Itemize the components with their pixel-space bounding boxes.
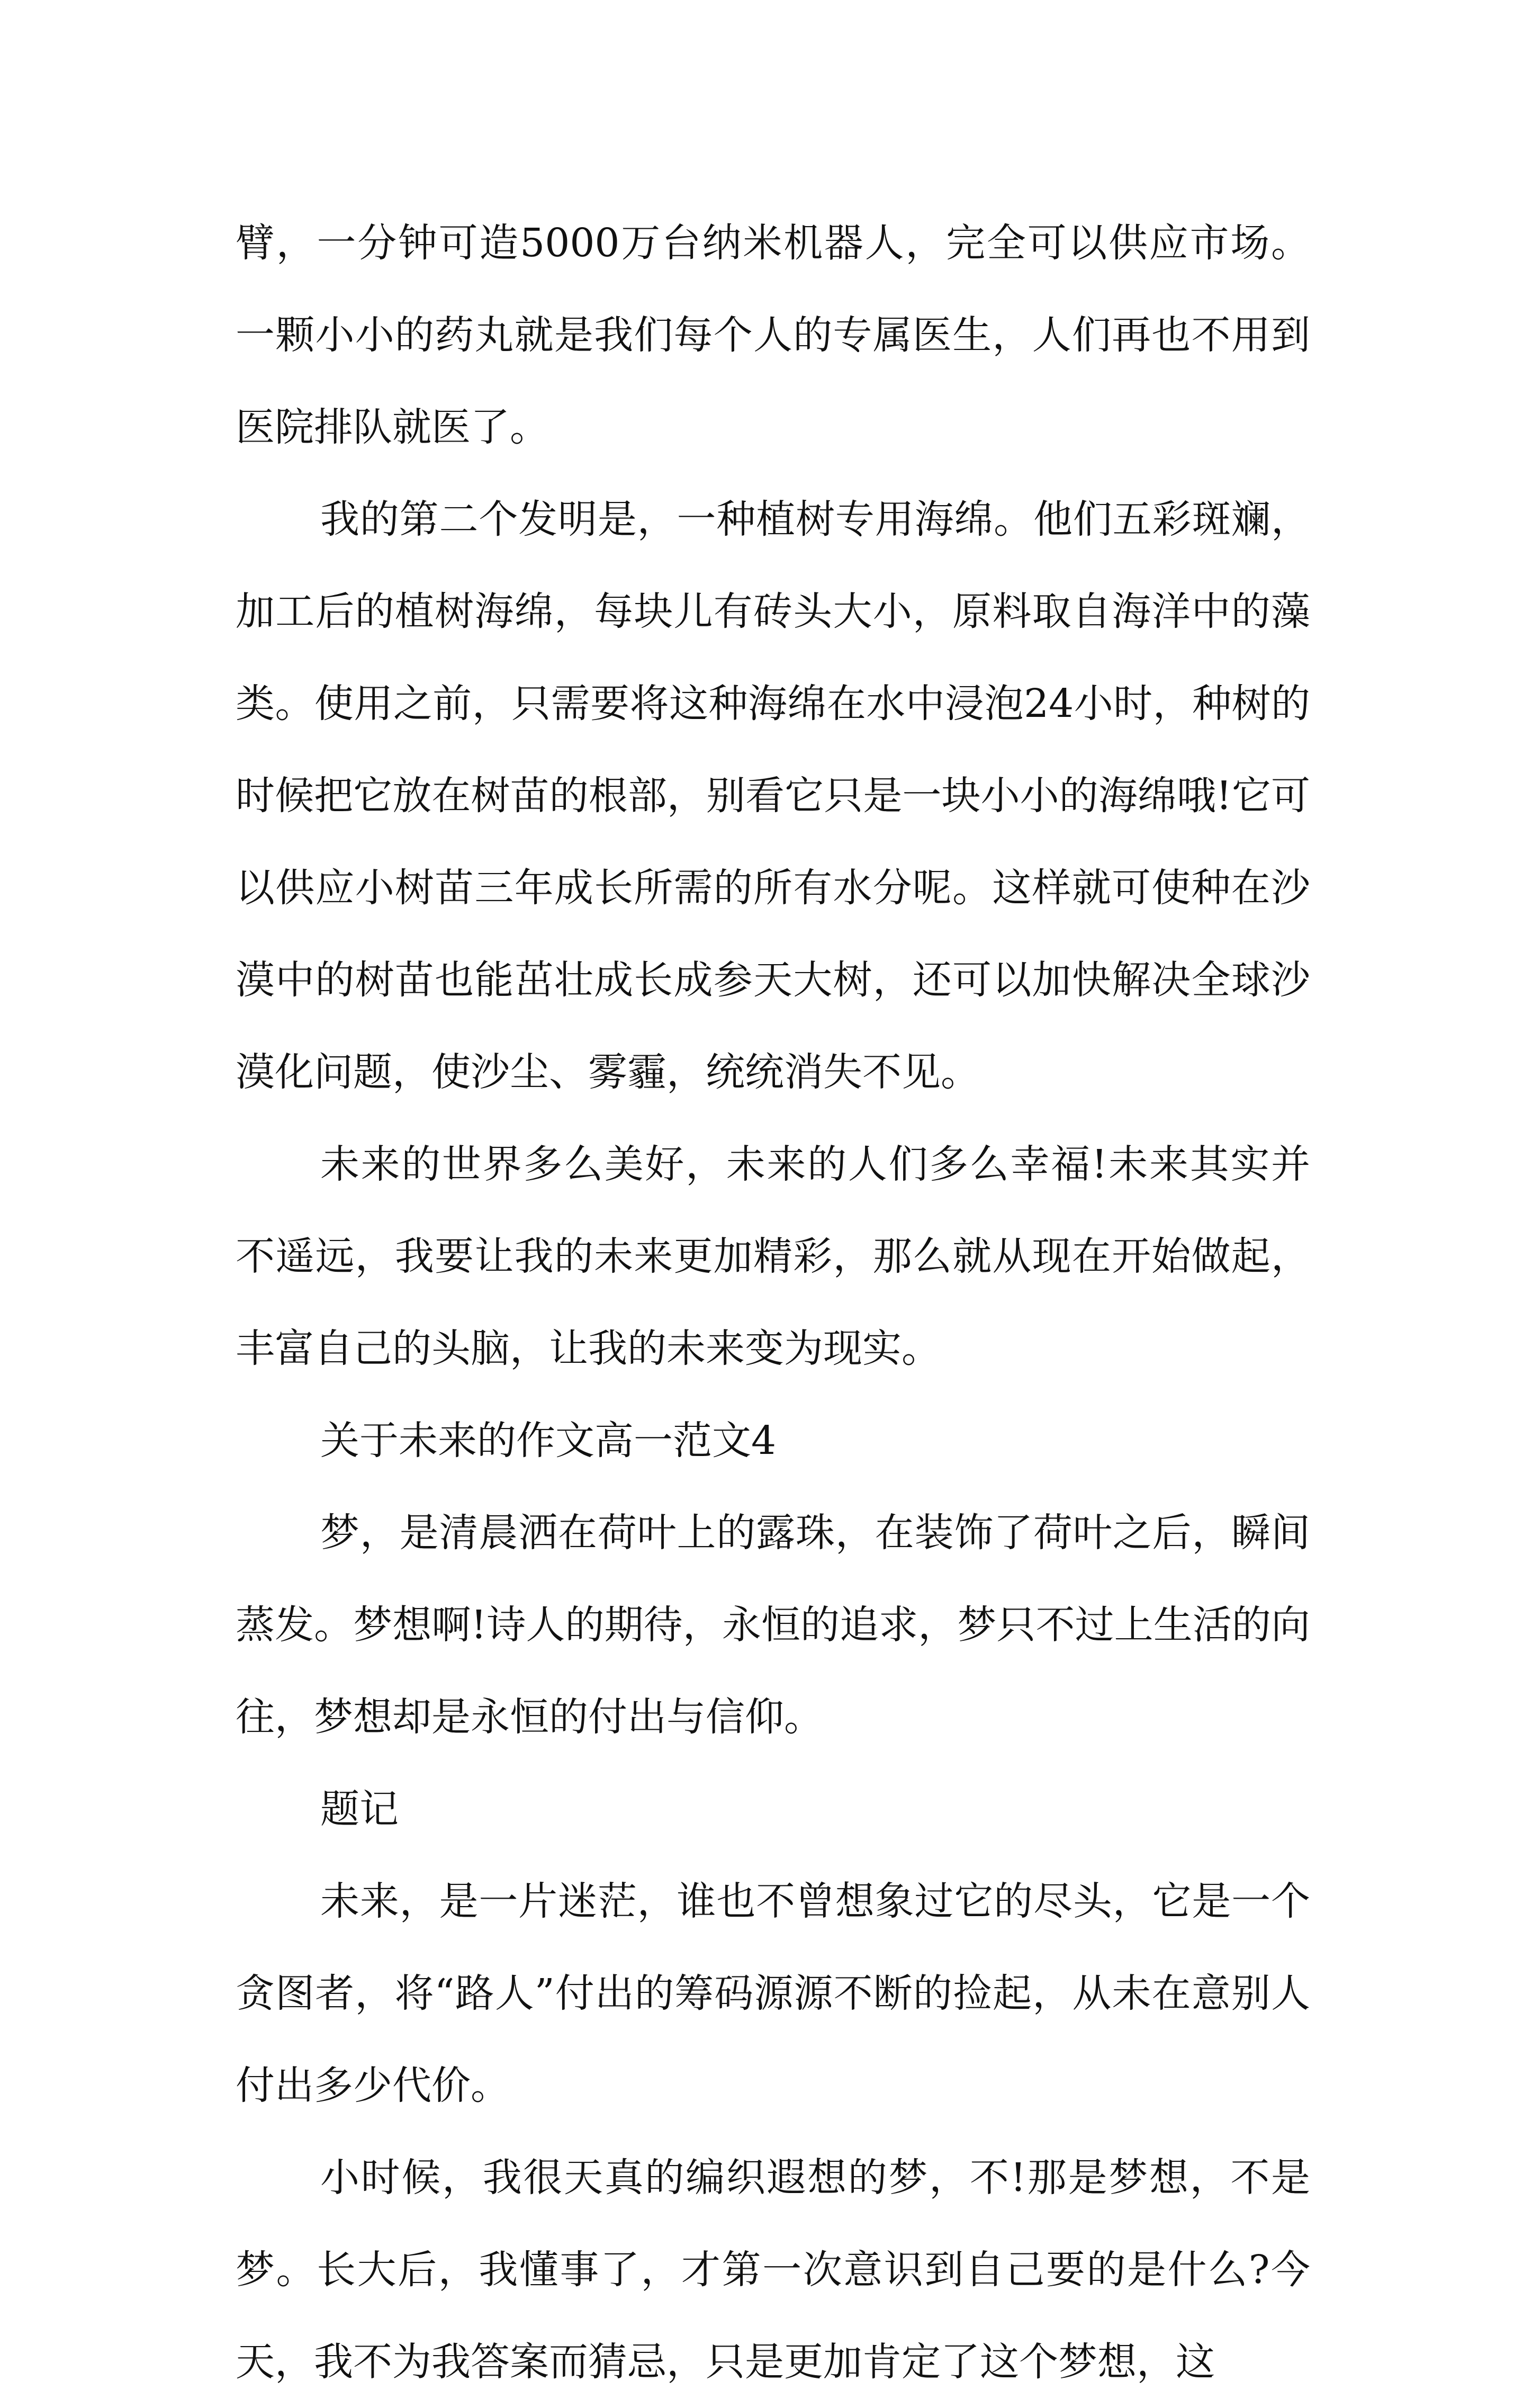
document-body (236, 197, 1310, 2408)
paragraph-dream: 梦，是清晨洒在荷叶上的露珠，在装饰了荷叶之后，瞬间蒸发。梦想啊!诗人的期待，永恒的追求，梦只不过上生活的向往，梦想却是永恒的付出与信仰。 (236, 1510, 1310, 1740)
paragraph-continuation: 臂，一分钟可造5000万台纳米机器人，完全可以供应市场。一颗小小的药丸就是我们每个人的专属医生，人们再也不用到医院排队就医了。 (236, 220, 1310, 450)
paragraph-future-mist: 未来，是一片迷茫，谁也不曾想象过它的尽头，它是一个贪图者，将“路人”付出的筹码源源不断的捡起，从未在意别人付出多少代价。 (236, 1879, 1310, 2108)
paragraph-childhood: 小时候，我很天真的编织遐想的梦，不!那是梦想，不是梦。长大后，我懂事了，才第一次意识到自己要的是什么?今天，我不为我答案而猜忌，只是更加肯定了这个梦想，这 (236, 2155, 1310, 2385)
epigraph-label: 题记 (320, 1786, 399, 1832)
section-heading: 关于未来的作文高一范文4 (320, 1418, 777, 1463)
paragraph-second-invention: 我的第二个发明是，一种植树专用海绵。他们五彩斑斓，加工后的植树海绵，每块儿有砖头大小，原料取自海洋中的藻类。使用之前，只需要将这种海绵在水中浸泡24小时，种树的时候把它放在树苗的根部，别看它只是一块小小的海绵哦!它可以供应小树苗三年成长所需的所有水分呢。这样就可使种在沙漠中的树苗也能茁壮成长成参天大树，还可以加快解决全球沙漠化问题，使沙尘、雾霾，统统消失不见。 (236, 497, 1310, 1095)
paragraph-future-world: 未来的世界多么美好，未来的人们多么幸福!未来其实并不遥远，我要让我的未来更加精彩，那么就从现在开始做起，丰富自己的头脑，让我的未来变为现实。 (236, 1142, 1310, 1371)
